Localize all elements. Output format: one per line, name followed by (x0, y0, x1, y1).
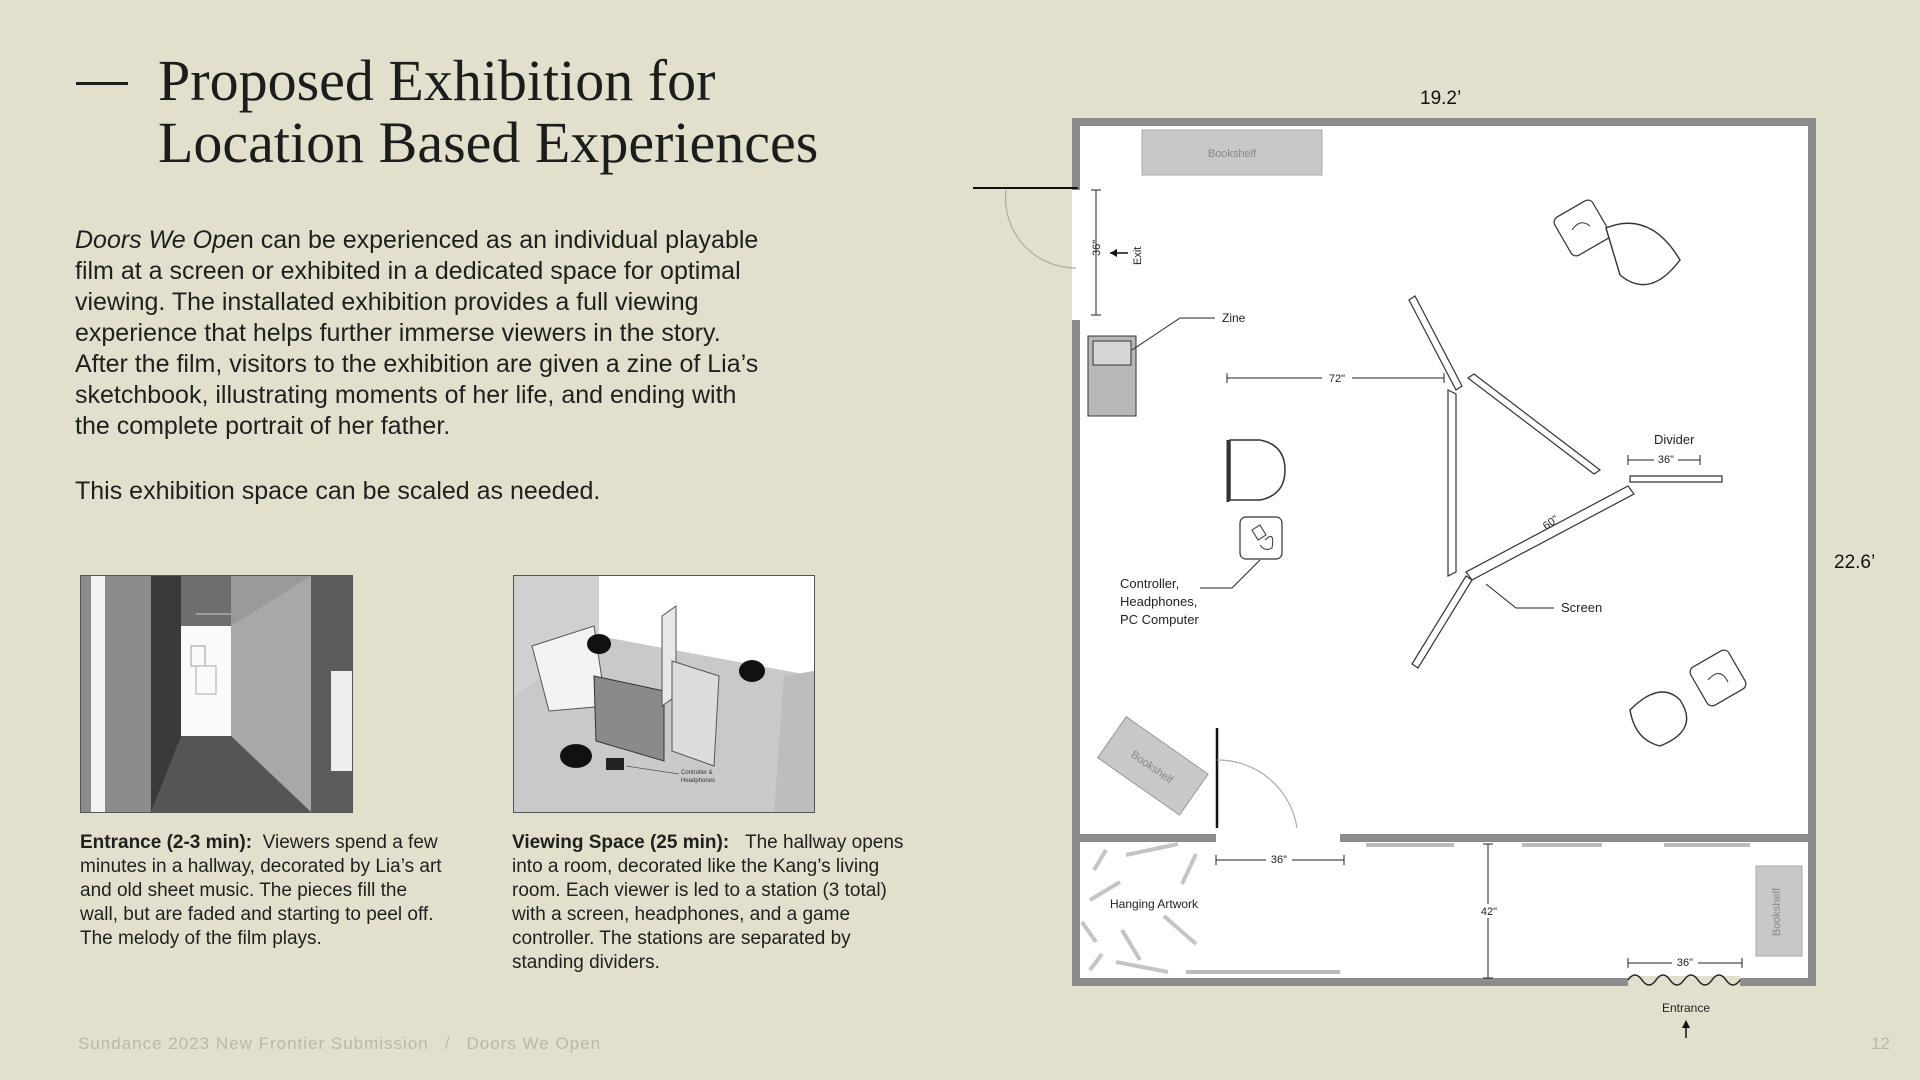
screen-label: Screen (1561, 600, 1603, 615)
room-walls (1076, 122, 1812, 982)
exit-label: Exit (1132, 246, 1144, 265)
entrance-arrow-icon (1682, 1020, 1690, 1028)
viewing-space-render (513, 575, 815, 813)
page-title (158, 50, 818, 174)
entrance-label: Entrance (1661, 1001, 1711, 1015)
exit-door-swing (1006, 190, 1076, 268)
title-dash (76, 82, 128, 85)
hanging-artwork-label: Hanging Artwork (1110, 897, 1199, 911)
hallway-dimension: 36" (1270, 854, 1288, 866)
exit-dimension: 36" (1091, 239, 1103, 256)
width-dimension: 19.2’ (1420, 88, 1462, 109)
dimension-72: 72" (1328, 373, 1346, 385)
render-label-line-2: Headphones (681, 778, 716, 784)
viewing-caption (512, 831, 912, 975)
entrance-heading: Entrance (2-3 min): (80, 832, 253, 853)
title-line-2: Location Based Experiences (158, 110, 819, 175)
screen-left (1448, 390, 1456, 576)
divider-dimension: 36" (1657, 454, 1675, 466)
scaling-note: This exhibition space can be scaled as needed. (75, 477, 601, 505)
controller-label-3: PC Computer (1120, 612, 1199, 627)
entrance-dimension: 36" (1676, 957, 1694, 969)
entrance-text: Viewers spend a few minutes in a hallway, decorated by Lia’s art and old sheet music. The pieces fill the wall, but are faded and starting to peel off. The melody of the film plays. (80, 832, 442, 949)
chair-left (1230, 440, 1285, 500)
hall-height-dimension: 42" (1480, 906, 1498, 918)
divider-right (1630, 476, 1722, 482)
divider-label: Divider (1654, 432, 1695, 447)
intro-title-italic: Doors We Ope (75, 226, 240, 254)
entrance-caption (80, 831, 450, 951)
page-number: 12 (1871, 1034, 1890, 1053)
intro-text: n can be experienced as an individual playable film at a screen or exhibited in a dedicated space for optimal viewing. The installated exhibition provides a full viewing experience that helps further immerse viewers in the story. After the film, visitors to the exhibition are given a zine of Lia’s sketchbook, illustrating moments of her life, and ending with the complete portrait of her father. (75, 226, 759, 440)
viewing-heading: Viewing Space (25 min): (512, 832, 730, 853)
height-dimension: 22.6’ (1834, 552, 1876, 573)
dimension-60: 60" (1540, 513, 1561, 533)
zine-label: Zine (1222, 311, 1246, 325)
viewing-text: The hallway opens into a room, decorated like the Kang’s living room. Each viewer is led to a station (3 total) with a screen, headphones, and a game controller. The stations are separated by standing dividers. (512, 832, 904, 973)
intro-paragraph (75, 225, 775, 442)
render-label-line-1: Controller & (681, 770, 713, 776)
title-line-1: Proposed Exhibition for (158, 48, 716, 113)
footer-project: Doors We Open (466, 1034, 602, 1053)
floor-plan (960, 110, 1860, 1050)
bookshelf-right-label: Bookshelf (1771, 887, 1783, 937)
bookshelf-top-label: Bookshelf (1207, 148, 1257, 160)
footer-separator: / (444, 1034, 451, 1053)
hallway-render (80, 575, 353, 813)
footer (78, 1034, 601, 1054)
exit-opening (1072, 190, 1080, 320)
bookshelf-bottom-left-label: Bookshelf (1128, 748, 1175, 787)
footer-event: Sundance 2023 New Frontier Submission (78, 1034, 429, 1053)
controller-label-1: Controller, (1120, 576, 1180, 591)
controller-label-2: Headphones, (1120, 594, 1198, 609)
